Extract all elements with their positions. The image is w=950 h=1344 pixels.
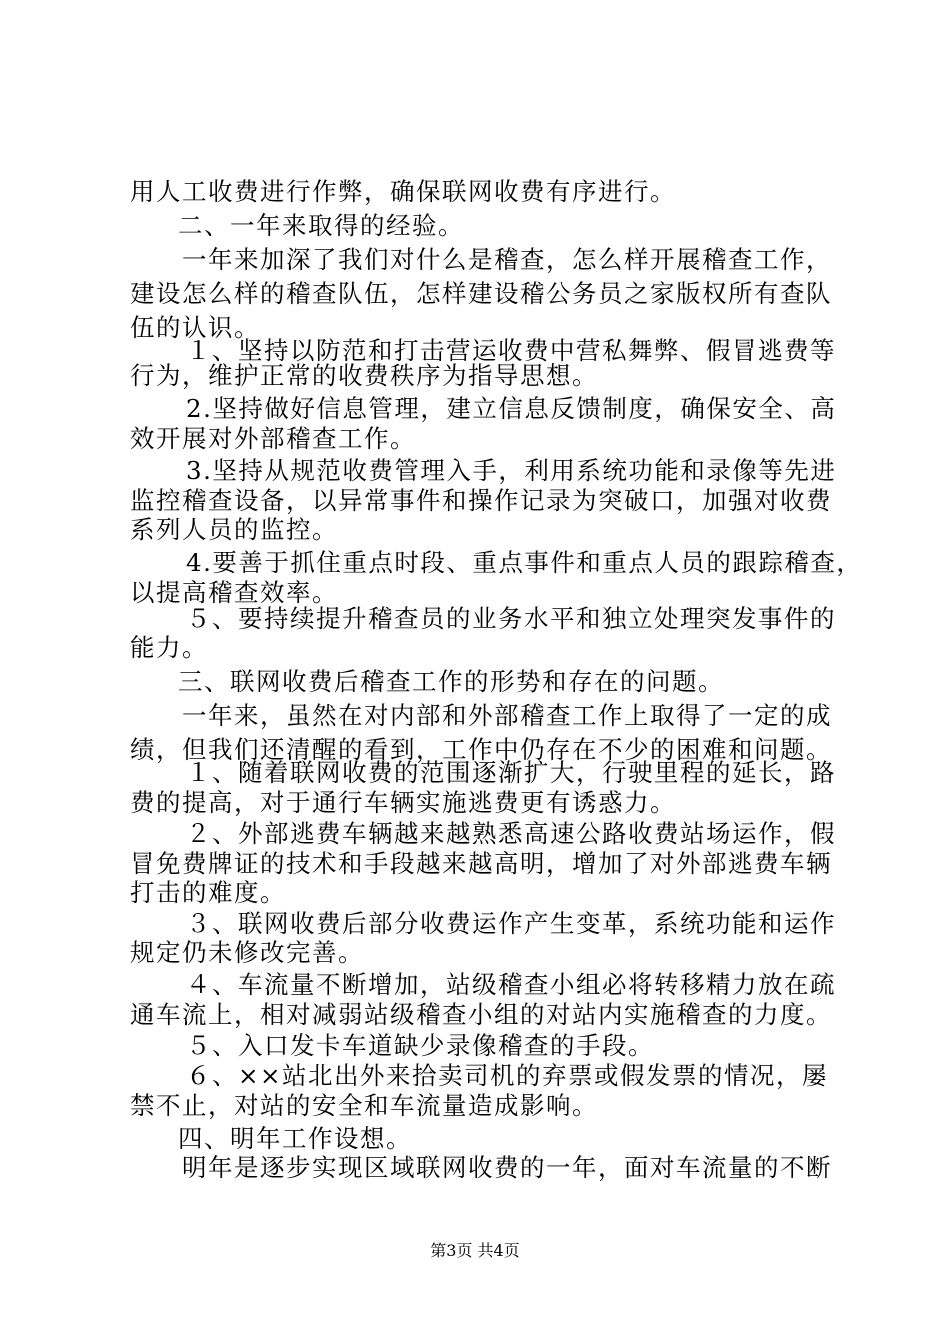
- text-line: 3.坚持从规范收费管理入手，利用系统功能和录像等先进: [186, 456, 837, 485]
- text-line: 监控稽查设备，以异常事件和操作记录为突破口，加强对收费: [130, 486, 832, 515]
- text-line: ５、要持续提升稽查员的业务水平和独立处理突发事件的: [186, 604, 836, 633]
- text-line: 用人工收费进行作弊，确保联网收费有序进行。: [130, 177, 676, 206]
- text-line: 通车流上，相对减弱站级稽查小组的对站内实施稽查的力度。: [130, 1000, 832, 1029]
- text-line: 2.坚持做好信息管理，建立信息反馈制度，确保安全、高: [186, 394, 837, 423]
- text-line: 系列人员的监控。: [130, 515, 338, 544]
- text-line: 一年来加深了我们对什么是稽查，怎么样开展稽查工作，: [182, 245, 832, 274]
- text-line: 建设怎么样的稽查队伍，怎样建设稽公务员之家版权所有查队: [130, 279, 832, 308]
- text-line: 一年来，虽然在对内部和外部稽查工作上取得了一定的成: [182, 701, 832, 730]
- text-line: 打击的难度。: [130, 878, 286, 907]
- text-line: ５、入口发卡车道缺少录像稽查的手段。: [186, 1031, 654, 1060]
- text-line: 绩，但我们还清醒的看到，工作中仍存在不少的困难和问题。: [130, 735, 832, 764]
- text-line: 费的提高，对于通行车辆实施逃费更有诱惑力。: [130, 788, 676, 817]
- text-line: １、坚持以防范和打击营运收费中营私舞弊、假冒逃费等: [186, 336, 836, 365]
- section-heading: 二、一年来取得的经验。: [178, 211, 464, 240]
- text-line: ４、车流量不断增加，站级稽查小组必将转移精力放在疏: [186, 970, 836, 999]
- section-heading: 四、明年工作设想。: [178, 1124, 412, 1153]
- page-number-footer: 第3页 共4页: [430, 1241, 520, 1260]
- text-line: 4.要善于抓住重点时段、重点事件和重点人员的跟踪稽查，: [186, 548, 863, 577]
- section-heading: 三、联网收费后稽查工作的形势和存在的问题。: [178, 667, 724, 696]
- text-line: １、随着联网收费的范围逐渐扩大，行驶里程的延长，路: [186, 758, 836, 787]
- text-line: 冒免费牌证的技术和手段越来越高明，增加了对外部逃费车辆: [130, 849, 832, 878]
- text-line: 明年是逐步实现区域联网收费的一年，面对车流量的不断: [182, 1153, 832, 1182]
- text-line: 能力。: [130, 633, 208, 662]
- text-line: 规定仍未修改完善。: [130, 938, 364, 967]
- text-line: ３、联网收费后部分收费运作产生变革，系统功能和运作: [186, 909, 836, 938]
- text-line: 禁不止，对站的安全和车流量造成影响。: [130, 1091, 598, 1120]
- text-line: 以提高稽查效率。: [130, 578, 338, 607]
- text-line: 伍的认识。: [130, 313, 260, 342]
- text-line: 行为，维护正常的收费秩序为指导思想。: [130, 361, 598, 390]
- text-line: ２、外部逃费车辆越来越熟悉高速公路收费站场运作，假: [186, 819, 836, 848]
- text-line: ６、××站北出外来拾卖司机的弃票或假发票的情况，屡: [186, 1061, 829, 1090]
- text-line: 效开展对外部稽查工作。: [130, 424, 416, 453]
